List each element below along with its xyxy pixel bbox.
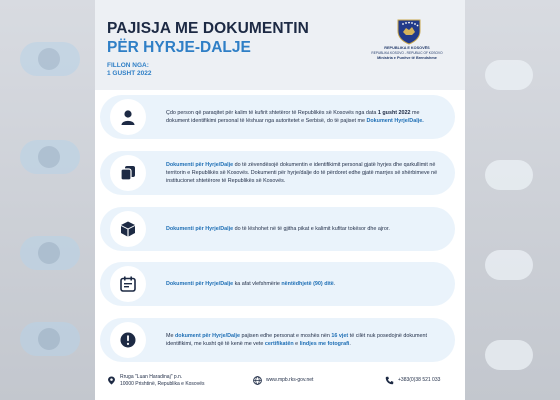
location-pin-icon (107, 376, 116, 385)
info-card-3 (100, 207, 455, 251)
card-text-highlight: lindjes me fotografi (299, 341, 350, 347)
background-right (465, 0, 560, 400)
poster-footer (95, 366, 465, 396)
background-left (0, 0, 95, 400)
logo-country: REPUBLIKA E KOSOVËS (384, 46, 430, 50)
info-card-2 (100, 151, 455, 195)
card-text (166, 332, 441, 348)
alert-icon (119, 331, 137, 349)
logo-country-sub: REPUBLIKA KOSOVO - REPUBLIC OF KOSOVO (371, 51, 443, 55)
box-icon (119, 220, 137, 238)
card-text-segment: Me (166, 332, 175, 339)
card-text-highlight: 1 gusht 2022 (377, 109, 411, 116)
background-ghost-card (20, 322, 80, 356)
calendar-icon (119, 275, 137, 293)
card-icon-circle (110, 155, 146, 191)
card-text-segment: pajisen edhe personat e moshës nën (240, 332, 332, 339)
poster-subtitle: PËR HYRJE-DALJE (107, 39, 251, 56)
card-text-segment: të cilët nuk posedojnë dokument identifikimi, me kusht që të kenë me vete (166, 332, 428, 347)
card-text-highlight: Dokumenti për Hyrje/Dalje (166, 280, 234, 287)
footer-address-line2: 10000 Prishtinë, Republika e Kosovës (120, 381, 205, 387)
card-text (166, 109, 441, 125)
card-text-highlight: Dokumenti për Hyrje/Dalje (166, 161, 234, 168)
person-icon (119, 108, 137, 126)
card-text-segment: e (293, 341, 300, 347)
card-text-segment: . (349, 341, 351, 347)
card-text-highlight: certifikatën (264, 341, 294, 347)
kosovo-emblem-icon (395, 17, 423, 45)
card-text-highlight: Dokumenti për Hyrje/Dalje (166, 225, 234, 232)
card-text-segment: ka afat vlefshmërie (233, 280, 282, 287)
globe-icon (253, 376, 262, 385)
poster-title: PAJISJA ME DOKUMENTIN (107, 20, 309, 37)
background-ghost-card (20, 140, 80, 174)
card-text-highlight: Dokument Hyrje/Dalje. (366, 118, 424, 124)
background-ghost-card (485, 340, 533, 370)
card-icon-circle (110, 266, 146, 302)
background-ghost-card (485, 60, 533, 90)
logo-ministry: Ministria e Punëve të Brendshme (377, 56, 437, 60)
card-text-segment: Çdo person që paraqitet për kalim të kufirit shtetëror të Republikës së Kosovës nga data (166, 109, 378, 116)
card-text-segment: me dokument identifikimi personal të lëshuar nga autoritetet e Serbisë, do të pajiset me (166, 109, 420, 124)
card-text (166, 161, 441, 185)
documents-icon (119, 164, 137, 182)
background-ghost-card (485, 160, 533, 190)
info-card-5 (100, 318, 455, 362)
info-card-1 (100, 95, 455, 139)
background-ghost-card (20, 236, 80, 270)
card-text-highlight: 16 vjet (331, 332, 349, 339)
footer-address-line1: Rruga "Luan Haradinaj" p.n. (120, 374, 183, 380)
footer-website[interactable]: www.mpb.rks-gov.net (266, 377, 314, 383)
background-ghost-card (485, 250, 533, 280)
card-icon-circle (110, 99, 146, 135)
card-text-segment: do të zëvendësojë dokumentin e identifikimit personal gjatë hyrjes dhe qarkullimit në territorin e Republikës së Kosovës. Dokumenti për hyrje/dalje do të përdoret edhe gjatë marrjes së shërbimeve në institucionet shtetërore të Republikës së Kosovës. (166, 161, 438, 185)
info-card-4 (100, 262, 455, 306)
card-text-highlight: nëntëdhjetë (90) ditë (281, 280, 334, 287)
card-icon-circle (110, 211, 146, 247)
card-text (166, 225, 390, 233)
card-icon-circle (110, 322, 146, 358)
card-text-segment: do të lëshohet në të gjitha pikat e kalimit kufitar tokësor dhe ajror. (233, 225, 390, 232)
start-date: 1 GUSHT 2022 (107, 70, 152, 77)
background-ghost-card (20, 42, 80, 76)
start-label: FILLON NGA: (107, 62, 149, 69)
card-text-segment: . (333, 280, 336, 287)
info-poster (95, 0, 465, 400)
card-text (166, 280, 335, 288)
phone-icon (385, 376, 394, 385)
card-text-highlight: dokument për Hyrje/Dalje (175, 332, 241, 339)
footer-phone[interactable]: +383(0)38 521 033 (398, 377, 441, 383)
